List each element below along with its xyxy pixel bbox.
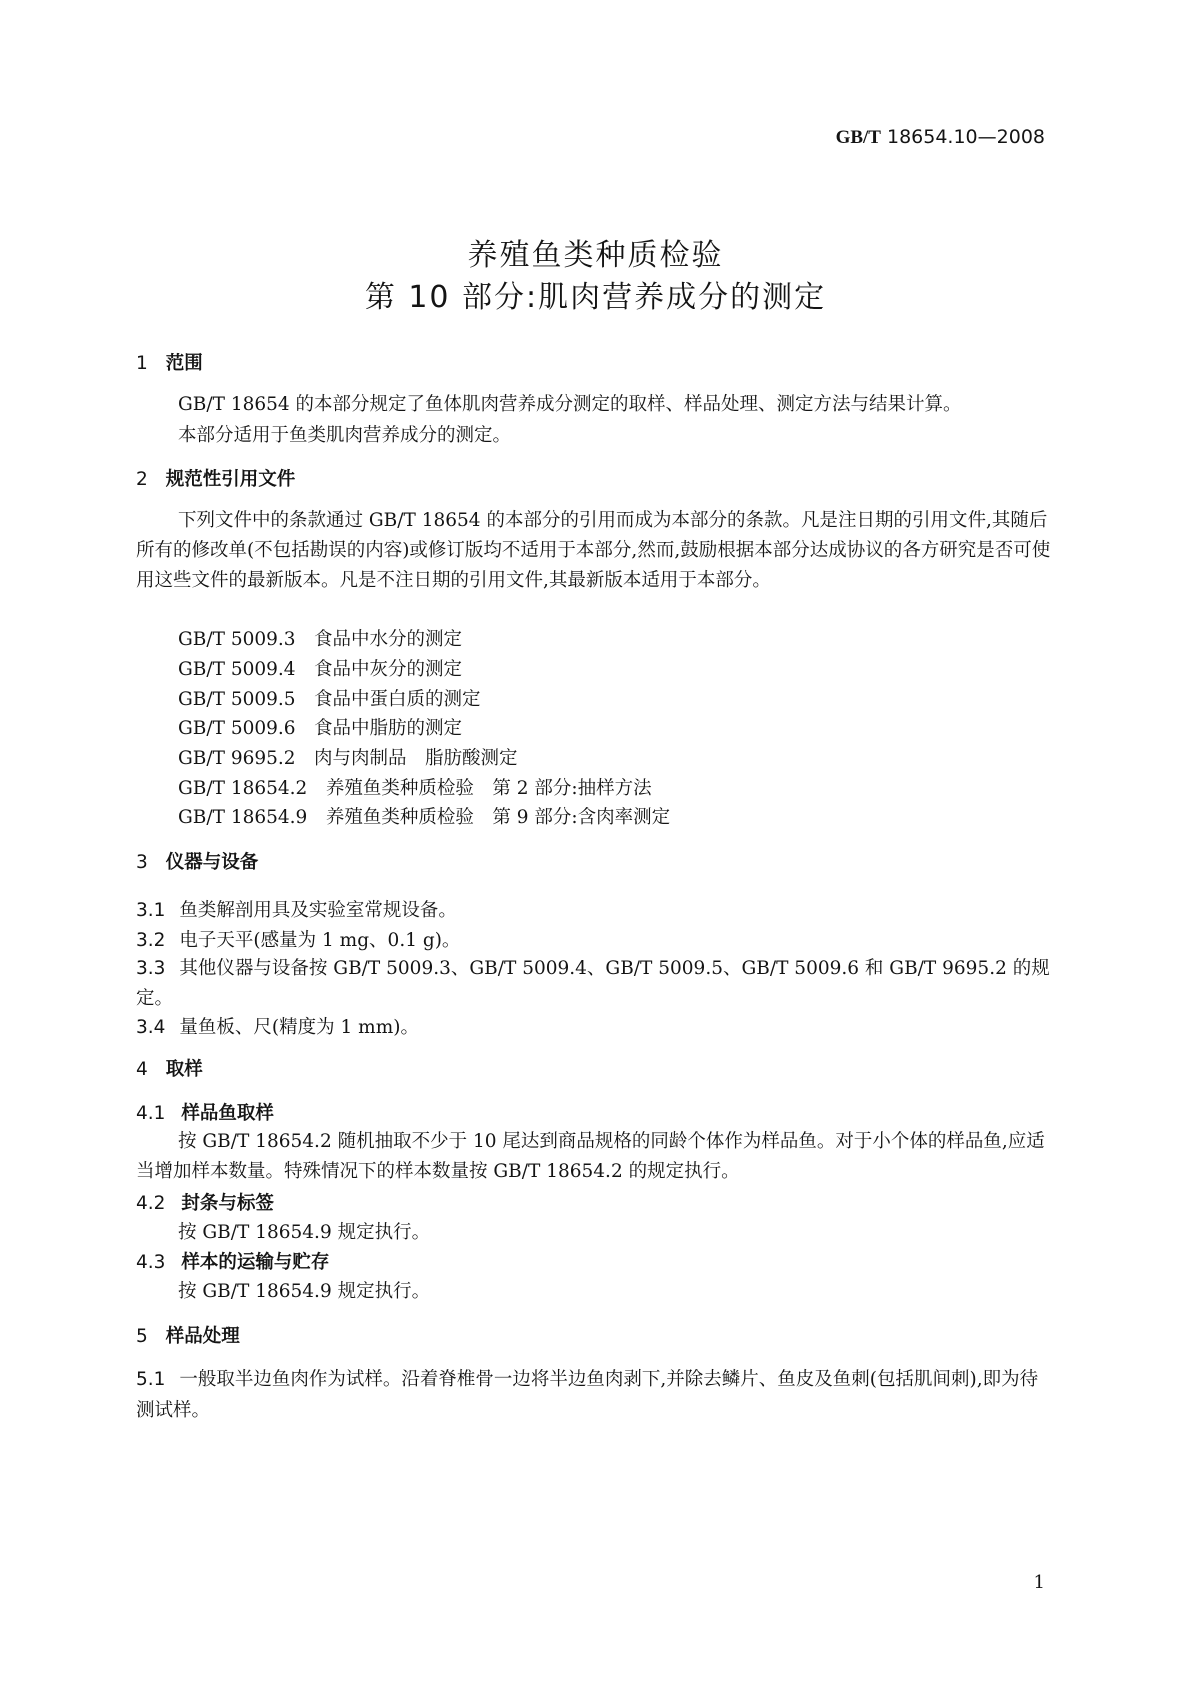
section-4-heading: 4 取样 <box>136 1059 203 1080</box>
clause-5-1: 5.1 一般取半边鱼肉作为试样。沿着脊椎骨一边将半边鱼肉剥下,并除去鳞片、鱼皮及鱼刺(包括肌间刺),即为待测试样。 <box>136 1369 1039 1421</box>
clause-3-4: 3.4 量鱼板、尺(精度为 1 mm)。 <box>136 1017 419 1038</box>
reference-item: GB/T 5009.5 食品中蛋白质的测定 <box>178 689 481 710</box>
section-5-heading: 5 样品处理 <box>136 1326 240 1347</box>
section-1-paragraph-2: 本部分适用于鱼类肌肉营养成分的测定。 <box>178 425 512 446</box>
section-2-paragraph: 下列文件中的条款通过 GB/T 18654 的本部分的引用而成为本部分的条款。凡是注日期的引用文件,其随后所有的修改单(不包括勘误的内容)或修订版均不适用于本部分,然而,鼓励根据本部分达成协议的各方研究是否可使用这些文件的最新版本。凡是不注日期的引用文件,其最新版本适用于本部分。 <box>136 510 1051 591</box>
clause-4-2-text: 按 GB/T 18654.9 规定执行。 <box>178 1222 431 1243</box>
clause-3-3: 3.3 其他仪器与设备按 GB/T 5009.3、GB/T 5009.4、GB/T 5009.5、GB/T 5009.6 和 GB/T 9695.2 的规定。 <box>136 958 1050 1009</box>
clause-3-1: 3.1 鱼类解剖用具及实验室常规设备。 <box>136 900 457 921</box>
page-number: 1 <box>1033 1572 1045 1593</box>
section-3-heading: 3 仪器与设备 <box>136 852 259 873</box>
clause-4-1-heading: 4.1 样品鱼取样 <box>136 1103 274 1124</box>
reference-item: GB/T 9695.2 肉与肉制品 脂肪酸测定 <box>178 748 518 769</box>
clause-4-3-heading: 4.3 样本的运输与贮存 <box>136 1252 330 1273</box>
section-2-heading: 2 规范性引用文件 <box>136 469 296 490</box>
clause-4-1-text: 按 GB/T 18654.2 随机抽取不少于 10 尾达到商品规格的同龄个体作为样品鱼。对于小个体的样品鱼,应适当增加样本数量。特殊情况下的样本数量按 GB/T 18654.2 的规定执行。 <box>136 1131 1045 1182</box>
clause-4-3-text: 按 GB/T 18654.9 规定执行。 <box>178 1281 431 1302</box>
document-title-line1: 养殖鱼类种质检验 <box>467 238 724 273</box>
section-1-heading: 1 范围 <box>136 353 203 374</box>
reference-item: GB/T 18654.9 养殖鱼类种质检验 第 9 部分:含肉率测定 <box>178 807 671 828</box>
reference-item: GB/T 5009.6 食品中脂肪的测定 <box>178 718 463 739</box>
reference-item: GB/T 5009.3 食品中水分的测定 <box>178 629 463 650</box>
clause-3-2: 3.2 电子天平(感量为 1 mg、0.1 g)。 <box>136 930 461 951</box>
section-1-paragraph-1: GB/T 18654 的本部分规定了鱼体肌肉营养成分测定的取样、样品处理、测定方法与结果计算。 <box>178 394 962 415</box>
standard-code: GB/T 18654.10—2008 <box>835 126 1045 148</box>
reference-item: GB/T 18654.2 养殖鱼类种质检验 第 2 部分:抽样方法 <box>178 778 652 799</box>
document-title-line2: 第 10 部分:肌肉营养成分的测定 <box>364 280 827 315</box>
reference-item: GB/T 5009.4 食品中灰分的测定 <box>178 659 463 680</box>
clause-4-2-heading: 4.2 封条与标签 <box>136 1193 274 1214</box>
